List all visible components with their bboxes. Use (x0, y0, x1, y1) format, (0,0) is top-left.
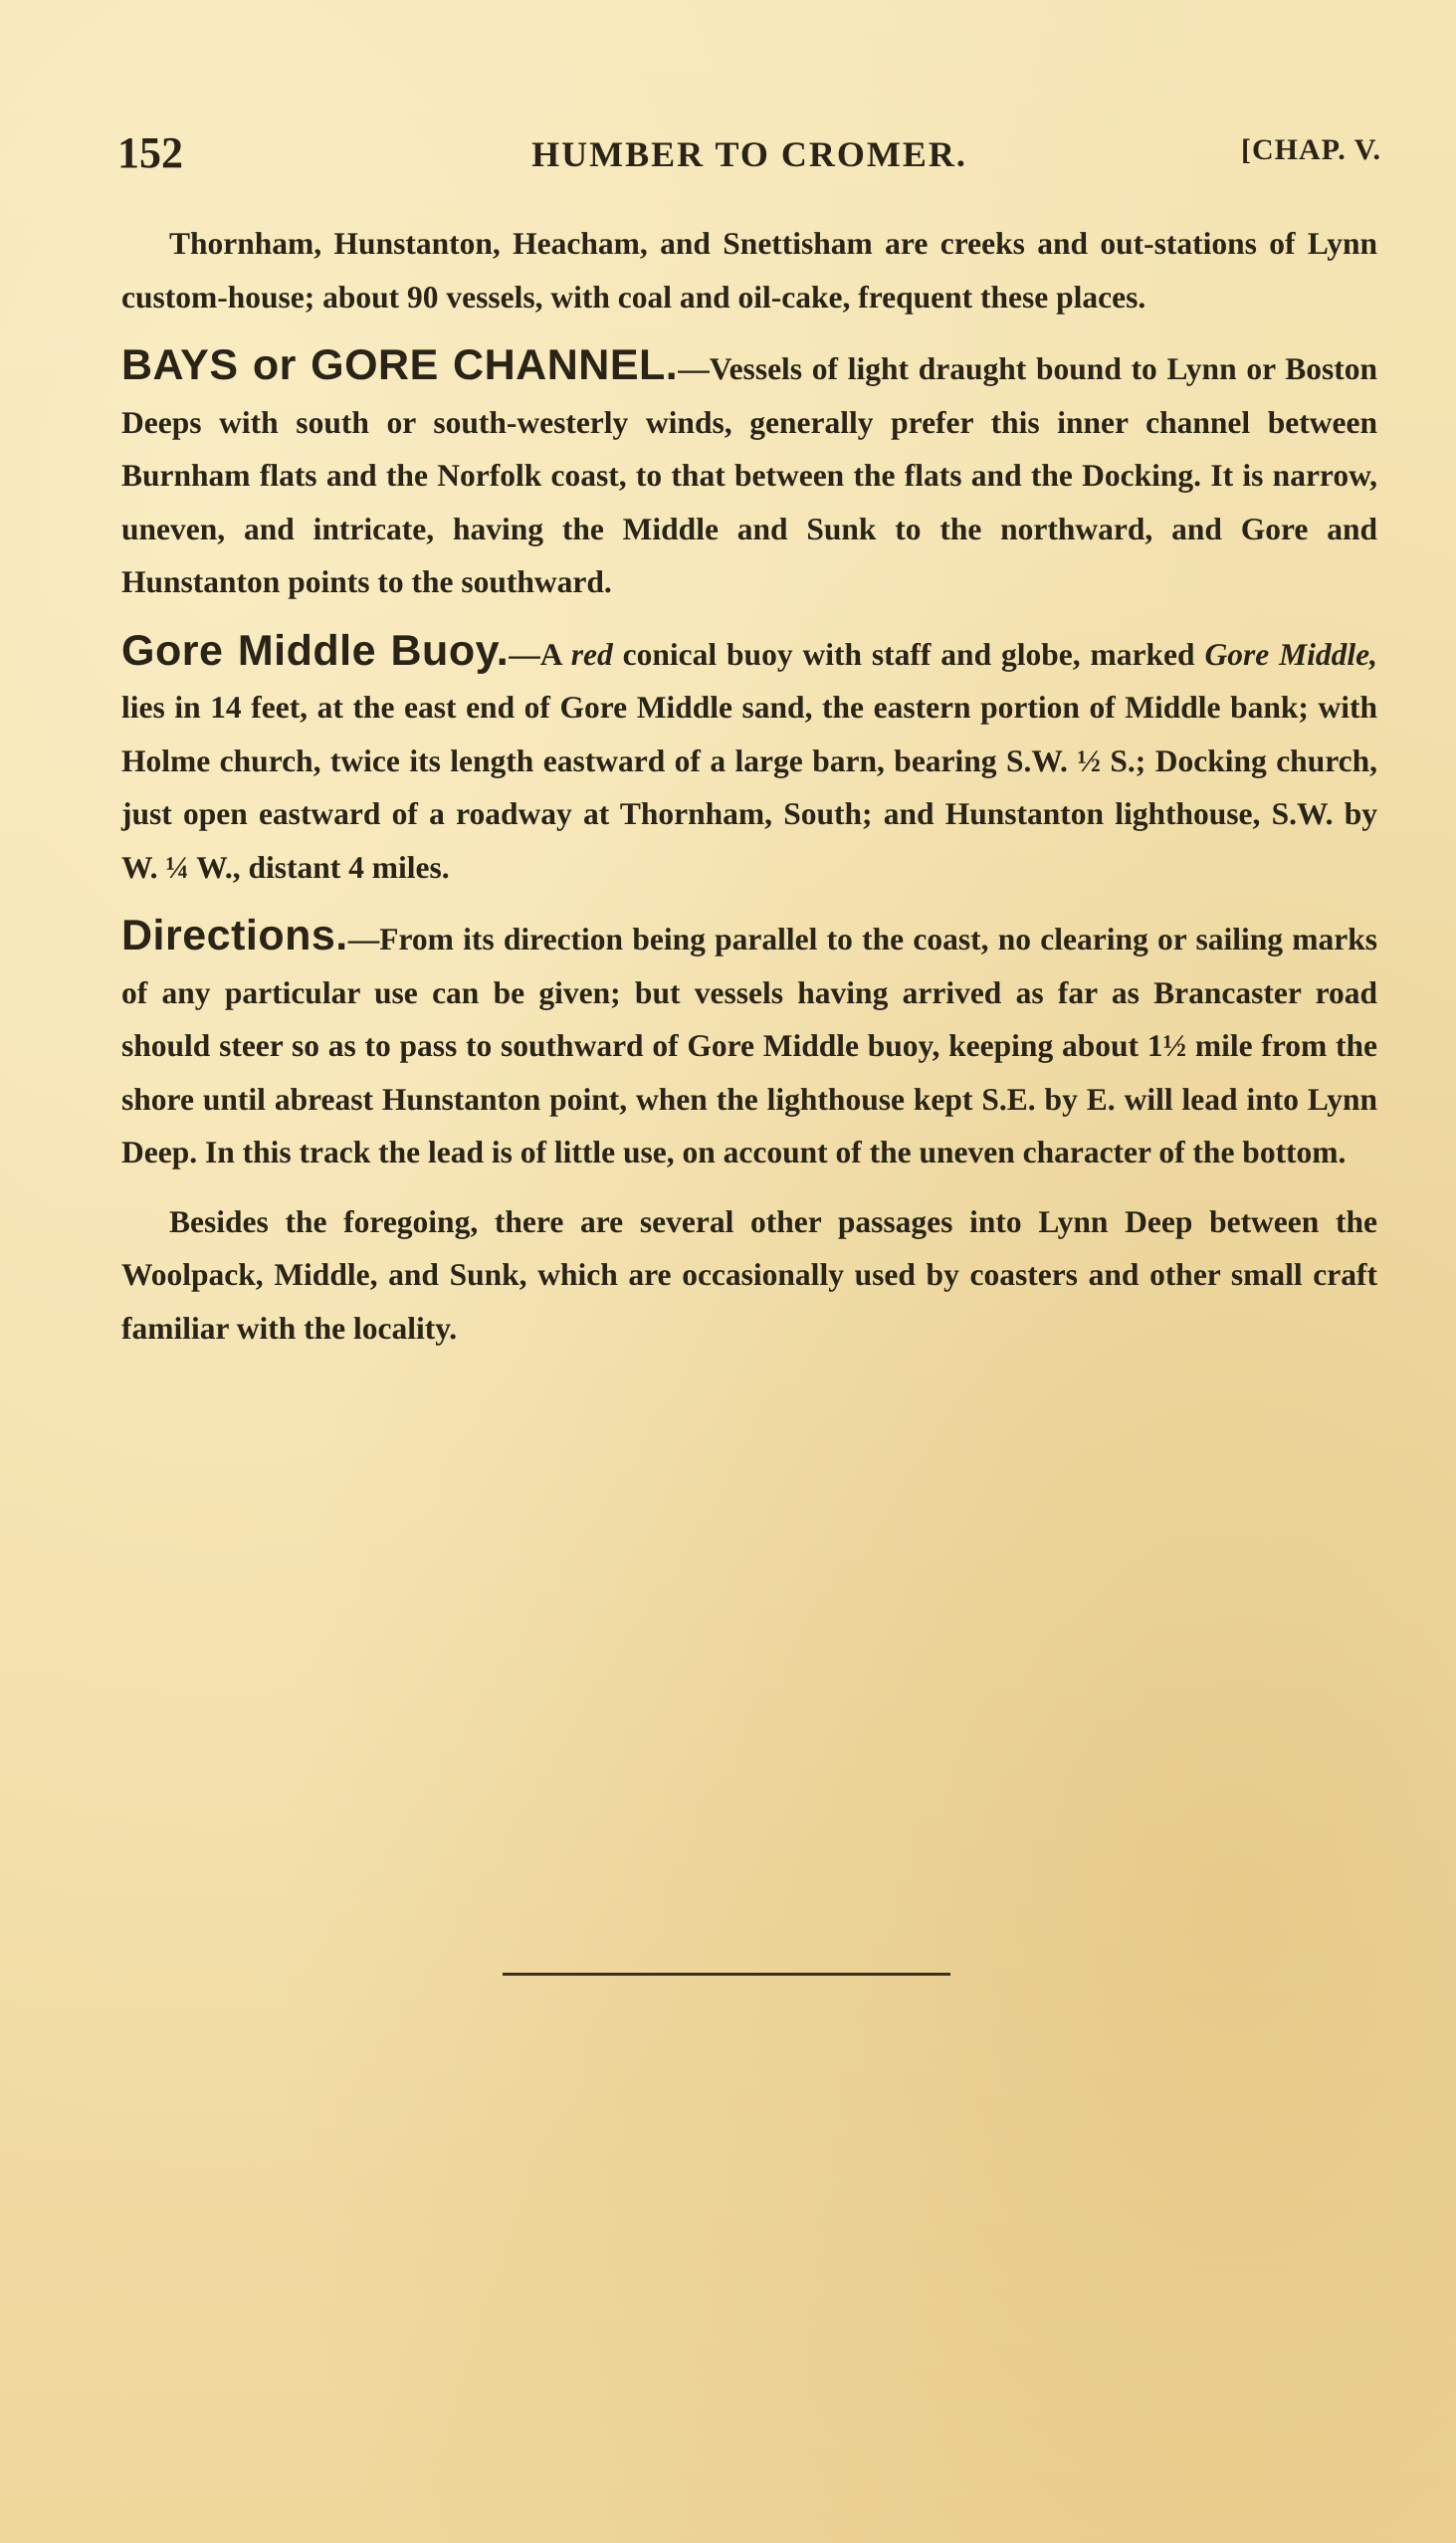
paragraph-gore-channel (121, 339, 1377, 609)
buoy-text-b: conical buoy with staff and globe, marked (612, 636, 1205, 672)
buoy-italic-red: red (570, 636, 613, 672)
section-divider (503, 1973, 950, 1976)
heading-directions: Directions. (121, 912, 348, 959)
gore-channel-text: —Vessels of light draught bound to Lynn or Boston Deeps with south or south-westerly winds, generally prefer this inner channel between Burnham flats and the Norfolk coast, to that between the flats and the Docking. It is narrow, uneven, and intricate, having the Middle and Sunk to the northward, and Gore and Hunstanton points to the southward. (121, 351, 1377, 599)
buoy-text-c: lies in 14 feet, at the east end of Gore Middle sand, the eastern portion of Middle bank; with Holme church, twice its length eastward of a large barn, bearing S.W. ½ S.; Docking church, just open eastward of a roadway at Thornham, South; and Hunstanton lighthouse, S.W. by W. ¼ W., distant 4 miles. (121, 690, 1377, 885)
paragraph-directions (121, 910, 1377, 1179)
page-header (117, 127, 1381, 187)
heading-gore-middle-buoy: Gore Middle Buoy. (121, 626, 510, 675)
buoy-italic-name: Gore Middle, (1204, 636, 1378, 672)
other-passages-text: Besides the foregoing, there are several other passages into Lynn Deep between the Woolpack, Middle, and Sunk, which are occasionally used by coasters and other small craft familiar with the locality. (121, 1203, 1377, 1346)
paragraph-creeks (121, 217, 1377, 323)
running-title: HUMBER TO CROMER. (531, 134, 967, 174)
buoy-text-a: —A (509, 636, 571, 672)
paragraph-creeks-text: Thornham, Hunstanton, Heacham, and Snettisham are creeks and out-stations of Lynn custom-house; about 90 vessels, with coal and oil-cake, frequent these places. (121, 226, 1377, 315)
paragraph-gore-middle-buoy (121, 625, 1377, 895)
page-number: 152 (117, 128, 183, 177)
paragraph-other-passages (121, 1195, 1377, 1356)
chapter-reference: [CHAP. V. (1241, 133, 1381, 166)
directions-text: —From its direction being parallel to the coast, no clearing or sailing marks of any particular use can be given; but vessels having arrived as far as Brancaster road should steer so as to pass to southward of Gore Middle buoy, keeping about 1½ mile from the shore until abreast Hunstanton point, when the lighthouse kept S.E. by E. will lead into Lynn Deep. In this track the lead is of little use, on account of the uneven character of the bottom. (121, 922, 1377, 1169)
body-text (121, 217, 1377, 1371)
heading-gore-channel: BAYS or GORE CHANNEL. (121, 341, 679, 389)
